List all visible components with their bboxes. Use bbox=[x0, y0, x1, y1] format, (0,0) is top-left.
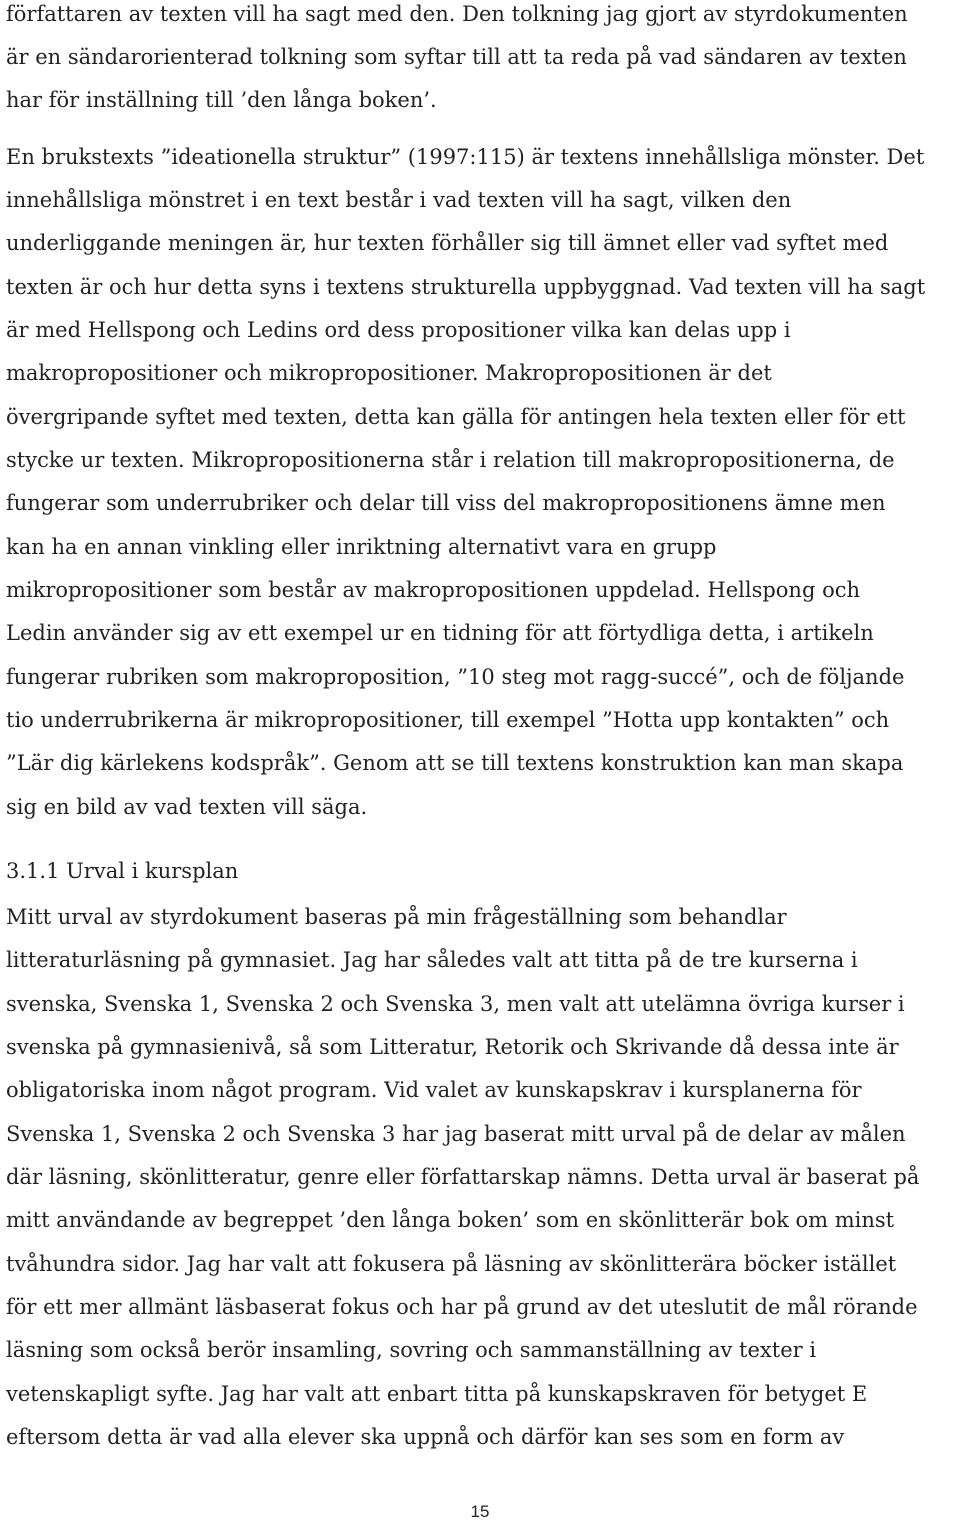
text-line: obligatoriska inom något program. Vid valet av kunskapskrav i kursplanerna för bbox=[6, 1078, 862, 1102]
text-line: tvåhundra sidor. Jag har valt att fokusera på läsning av skönlitterära böcker istället bbox=[6, 1252, 897, 1276]
text-line: sig en bild av vad texten vill säga. bbox=[6, 795, 368, 819]
text-line: underliggande meningen är, hur texten förhåller sig till ämnet eller vad syftet med bbox=[6, 231, 889, 255]
text-line: innehållsliga mönstret i en text består i vad texten vill ha sagt, vilken den bbox=[6, 188, 792, 212]
text-line: stycke ur texten. Mikropropositionerna står i relation till makropropositionerna, de bbox=[6, 448, 895, 472]
text-line: är med Hellspong och Ledins ord dess propositioner vilka kan delas upp i bbox=[6, 318, 791, 342]
text-line: Svenska 1, Svenska 2 och Svenska 3 har jag baserat mitt urval på de delar av målen bbox=[6, 1122, 906, 1146]
text-line: mitt användande av begreppet ’den långa boken’ som en skönlitterär bok om minst bbox=[6, 1208, 895, 1232]
text-line: En brukstexts ”ideationella struktur” (1997:115) är textens innehållsliga mönster. Det bbox=[6, 145, 925, 169]
text-line: har för inställning till ’den långa boken’. bbox=[6, 88, 437, 112]
text-line: fungerar rubriken som makroproposition, ”10 steg mot ragg-succé”, och de följande bbox=[6, 665, 905, 689]
text-line: fungerar som underrubriker och delar till viss del makropropositionens ämne men bbox=[6, 491, 886, 515]
text-line: makropropositioner och mikropropositioner. Makropropositionen är det bbox=[6, 361, 772, 385]
text-line: Mitt urval av styrdokument baseras på min frågeställning som behandlar bbox=[6, 905, 787, 929]
text-line: där läsning, skönlitteratur, genre eller författarskap nämns. Detta urval är baserat på bbox=[6, 1165, 920, 1189]
text-line: läsning som också berör insamling, sovring och sammanställning av texter i bbox=[6, 1338, 817, 1362]
text-line: kan ha en annan vinkling eller inriktning alternativt vara en grupp bbox=[6, 535, 717, 559]
text-line: ”Lär dig kärlekens kodspråk”. Genom att se till textens konstruktion kan man skapa bbox=[6, 751, 904, 775]
text-line: författaren av texten vill ha sagt med den. Den tolkning jag gjort av styrdokumenten bbox=[6, 2, 908, 26]
text-line: är en sändarorienterad tolkning som syftar till att ta reda på vad sändaren av texten bbox=[6, 45, 907, 69]
page-number: 15 bbox=[470, 1502, 490, 1521]
text-line: för ett mer allmänt läsbaserat fokus och har på grund av det uteslutit de mål rörande bbox=[6, 1295, 918, 1319]
text-line: vetenskapligt syfte. Jag har valt att enbart titta på kunskapskraven för betyget E bbox=[6, 1382, 868, 1406]
text-line: tio underrubrikerna är mikropropositioner, till exempel ”Hotta upp kontakten” och bbox=[6, 708, 890, 732]
text-line: svenska på gymnasienivå, så som Litteratur, Retorik och Skrivande då dessa inte är bbox=[6, 1035, 899, 1059]
text-line: mikropropositioner som består av makropropositionen uppdelad. Hellspong och bbox=[6, 578, 861, 602]
text-line: svenska, Svenska 1, Svenska 2 och Svenska 3, men valt att utelämna övriga kurser i bbox=[6, 992, 905, 1016]
text-line: texten är och hur detta syns i textens strukturella uppbyggnad. Vad texten vill ha sagt bbox=[6, 275, 926, 299]
text-line: eftersom detta är vad alla elever ska uppnå och därför kan ses som en form av bbox=[6, 1425, 845, 1449]
text-line: övergripande syftet med texten, detta kan gälla för antingen hela texten eller för ett bbox=[6, 405, 906, 429]
text-line: Ledin använder sig av ett exempel ur en tidning för att förtydliga detta, i artikeln bbox=[6, 621, 874, 645]
section-heading: 3.1.1 Urval i kursplan bbox=[6, 859, 239, 883]
text-line: litteraturläsning på gymnasiet. Jag har således valt att titta på de tre kurserna i bbox=[6, 948, 858, 972]
